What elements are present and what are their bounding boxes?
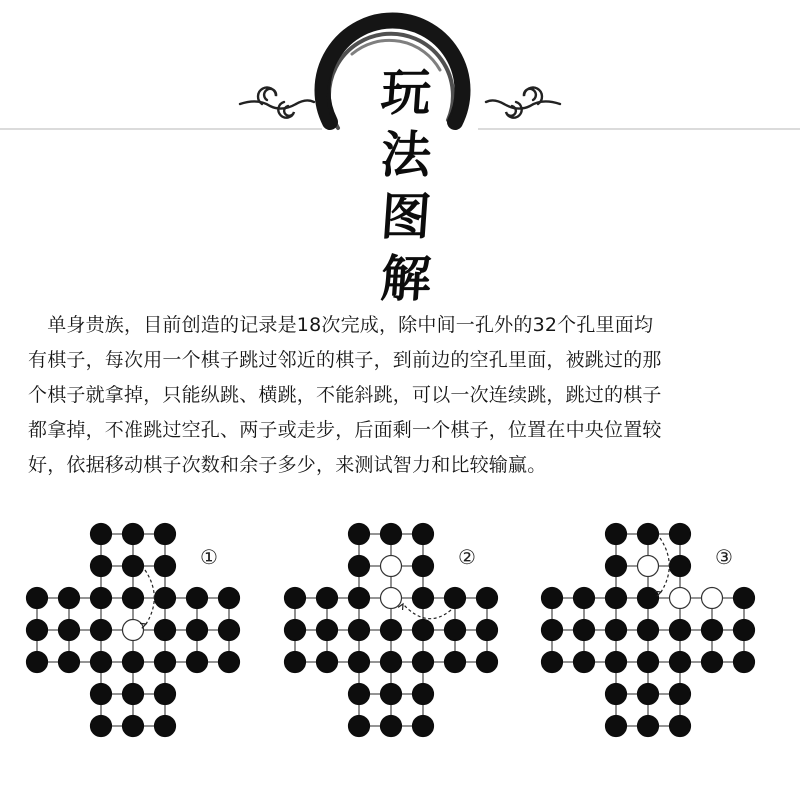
move-arrow bbox=[145, 570, 154, 624]
peg bbox=[702, 620, 723, 641]
peg bbox=[187, 620, 208, 641]
peg bbox=[123, 652, 144, 673]
peg-board-diagram-3 bbox=[528, 510, 768, 750]
peg bbox=[349, 652, 370, 673]
peg bbox=[59, 652, 80, 673]
peg bbox=[91, 524, 112, 545]
peg bbox=[155, 524, 176, 545]
peg bbox=[606, 588, 627, 609]
title-char: 法 bbox=[378, 125, 434, 184]
peg bbox=[155, 652, 176, 673]
peg bbox=[542, 620, 563, 641]
peg bbox=[670, 524, 691, 545]
rules-line: 有棋子，每次用一个棋子跳过邻近的棋子，到前边的空孔里面，被跳过的那 bbox=[28, 349, 662, 371]
peg bbox=[734, 652, 755, 673]
peg bbox=[59, 620, 80, 641]
peg bbox=[477, 652, 498, 673]
empty-hole bbox=[381, 556, 402, 577]
rules-line: 好，依据移动棋子次数和余子多少，来测试智力和比较输赢。 bbox=[28, 454, 547, 476]
peg bbox=[349, 716, 370, 737]
empty-hole bbox=[123, 620, 144, 641]
peg bbox=[349, 684, 370, 705]
peg bbox=[123, 588, 144, 609]
peg bbox=[574, 652, 595, 673]
peg bbox=[285, 588, 306, 609]
step-label: ① bbox=[200, 545, 218, 569]
peg bbox=[285, 652, 306, 673]
peg bbox=[638, 716, 659, 737]
peg bbox=[413, 524, 434, 545]
peg bbox=[606, 652, 627, 673]
peg bbox=[413, 556, 434, 577]
peg bbox=[91, 588, 112, 609]
peg bbox=[413, 620, 434, 641]
peg bbox=[349, 556, 370, 577]
rules-paragraph bbox=[28, 308, 778, 483]
peg bbox=[477, 620, 498, 641]
peg bbox=[413, 652, 434, 673]
peg bbox=[219, 652, 240, 673]
peg bbox=[477, 588, 498, 609]
cloud-ornament-left-icon bbox=[240, 88, 314, 118]
header bbox=[0, 0, 800, 308]
peg bbox=[349, 588, 370, 609]
move-arrow bbox=[660, 538, 669, 592]
peg bbox=[123, 556, 144, 577]
empty-hole bbox=[381, 588, 402, 609]
peg bbox=[349, 620, 370, 641]
peg bbox=[670, 652, 691, 673]
peg bbox=[155, 588, 176, 609]
peg bbox=[317, 652, 338, 673]
peg bbox=[734, 620, 755, 641]
peg-board-diagram-1 bbox=[13, 510, 253, 750]
page-title bbox=[356, 62, 456, 310]
peg bbox=[27, 588, 48, 609]
peg bbox=[155, 684, 176, 705]
empty-hole bbox=[638, 556, 659, 577]
step-label: ③ bbox=[715, 545, 733, 569]
peg bbox=[702, 652, 723, 673]
peg bbox=[574, 620, 595, 641]
cloud-ornament-right-icon bbox=[486, 88, 560, 118]
peg bbox=[381, 652, 402, 673]
step-label: ② bbox=[458, 545, 476, 569]
peg bbox=[381, 620, 402, 641]
peg bbox=[317, 620, 338, 641]
peg bbox=[606, 556, 627, 577]
peg bbox=[381, 524, 402, 545]
peg bbox=[187, 588, 208, 609]
peg bbox=[606, 716, 627, 737]
peg bbox=[542, 588, 563, 609]
peg bbox=[413, 684, 434, 705]
peg bbox=[638, 588, 659, 609]
title-char: 图 bbox=[378, 187, 434, 246]
peg bbox=[574, 588, 595, 609]
peg bbox=[638, 652, 659, 673]
empty-hole bbox=[670, 588, 691, 609]
title-char: 玩 bbox=[378, 63, 434, 122]
peg bbox=[317, 588, 338, 609]
peg bbox=[606, 524, 627, 545]
peg bbox=[734, 588, 755, 609]
title-char: 解 bbox=[378, 249, 434, 308]
peg bbox=[670, 684, 691, 705]
peg bbox=[445, 588, 466, 609]
peg bbox=[670, 620, 691, 641]
peg bbox=[381, 684, 402, 705]
peg bbox=[349, 524, 370, 545]
peg bbox=[413, 588, 434, 609]
peg bbox=[27, 620, 48, 641]
peg bbox=[606, 620, 627, 641]
peg bbox=[445, 652, 466, 673]
peg-board-diagram-2 bbox=[271, 510, 511, 750]
rules-line: 都拿掉，不准跳过空孔、两子或走步，后面剩一个棋子，位置在中央位置较 bbox=[28, 419, 662, 441]
peg bbox=[91, 684, 112, 705]
peg bbox=[670, 716, 691, 737]
peg bbox=[155, 620, 176, 641]
peg bbox=[381, 716, 402, 737]
peg bbox=[123, 684, 144, 705]
peg bbox=[123, 524, 144, 545]
peg bbox=[638, 684, 659, 705]
peg bbox=[445, 620, 466, 641]
peg bbox=[285, 620, 306, 641]
peg bbox=[219, 620, 240, 641]
peg bbox=[542, 652, 563, 673]
rules-line: 单身贵族，目前创造的记录是18次完成，除中间一孔外的32个孔里面均 bbox=[28, 314, 654, 336]
peg bbox=[413, 716, 434, 737]
rules-line: 个棋子就拿掉，只能纵跳、横跳，不能斜跳，可以一次连续跳，跳过的棋子 bbox=[28, 384, 662, 406]
peg bbox=[91, 556, 112, 577]
peg bbox=[27, 652, 48, 673]
peg bbox=[219, 588, 240, 609]
peg bbox=[155, 556, 176, 577]
peg bbox=[123, 716, 144, 737]
peg bbox=[670, 556, 691, 577]
peg bbox=[187, 652, 208, 673]
peg bbox=[638, 620, 659, 641]
peg bbox=[91, 652, 112, 673]
peg bbox=[91, 716, 112, 737]
peg bbox=[638, 524, 659, 545]
peg bbox=[91, 620, 112, 641]
peg bbox=[606, 684, 627, 705]
peg bbox=[59, 588, 80, 609]
empty-hole bbox=[702, 588, 723, 609]
peg bbox=[155, 716, 176, 737]
